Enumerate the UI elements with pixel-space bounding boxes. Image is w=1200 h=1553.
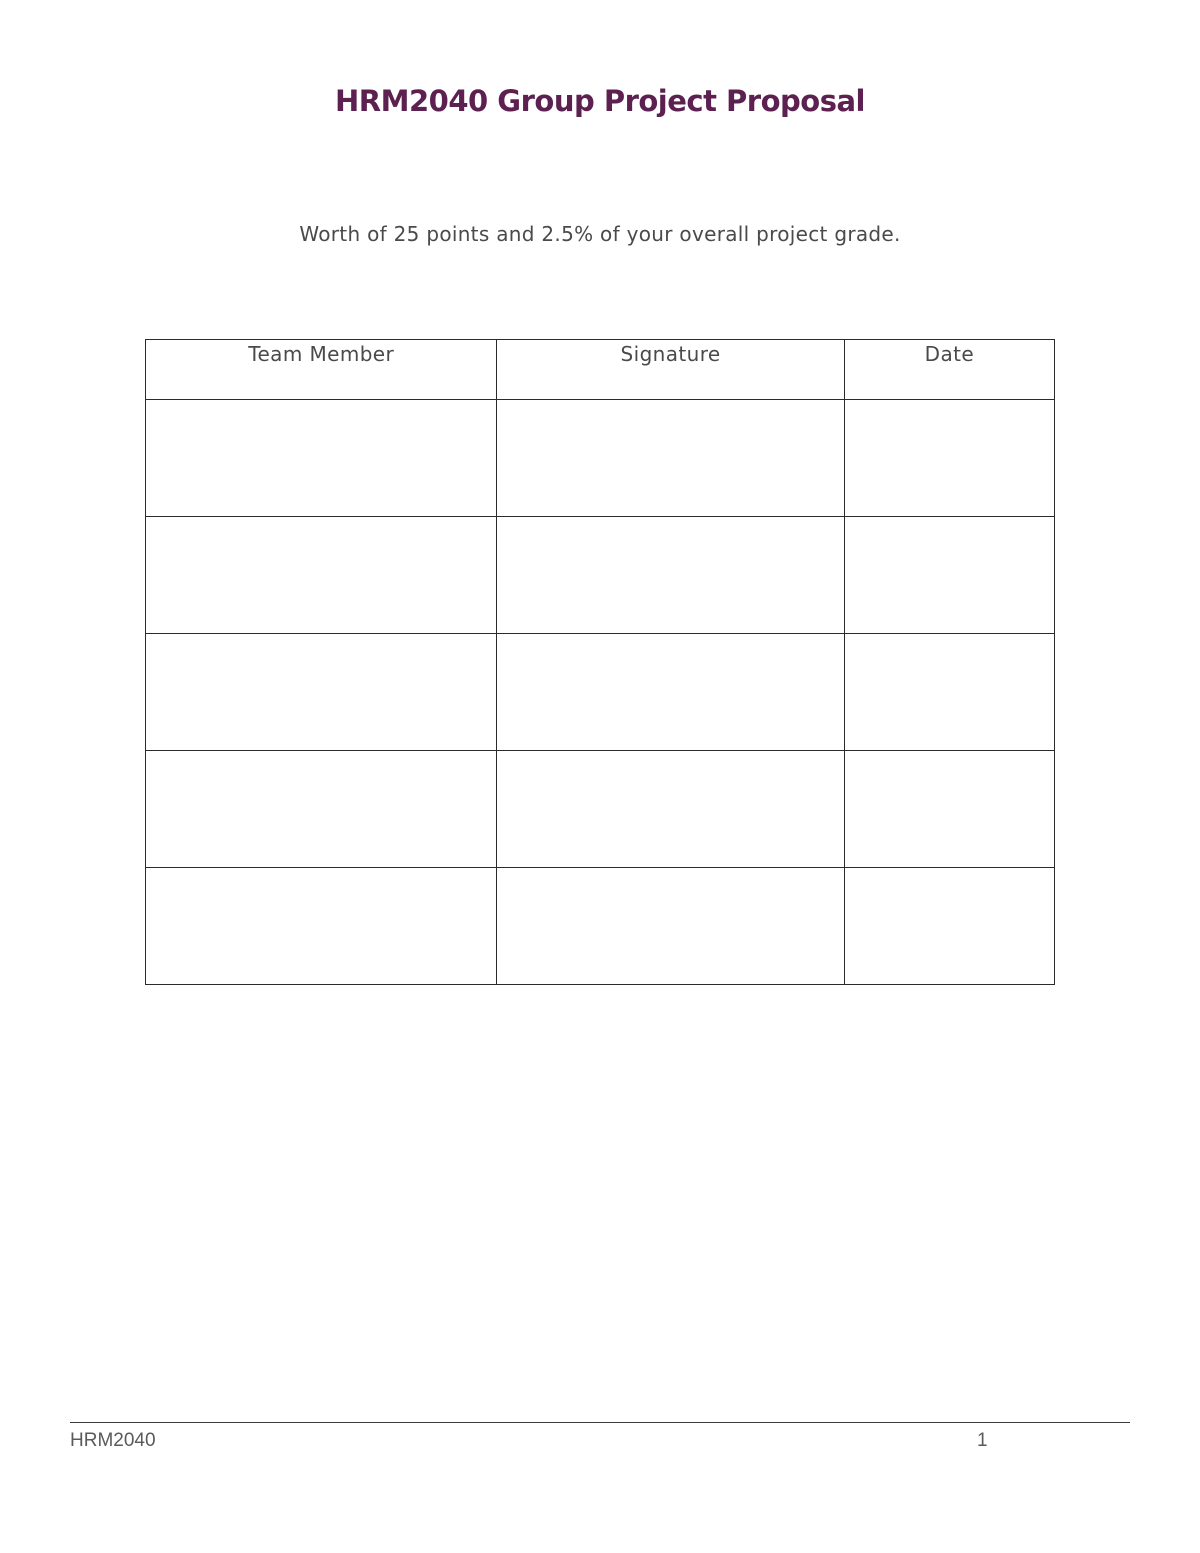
table-header-row — [146, 340, 1055, 400]
signature-cell[interactable] — [497, 634, 844, 751]
table-row — [146, 400, 1055, 517]
date-cell[interactable] — [844, 751, 1054, 868]
signature-table — [145, 339, 1055, 985]
page-title: HRM2040 Group Project Proposal — [335, 84, 865, 118]
team-member-cell[interactable] — [146, 751, 497, 868]
table-row — [146, 751, 1055, 868]
header-date: Date — [844, 340, 1054, 400]
table-row — [146, 868, 1055, 985]
date-cell[interactable] — [844, 400, 1054, 517]
date-cell[interactable] — [844, 517, 1054, 634]
table-row — [146, 634, 1055, 751]
signature-cell[interactable] — [497, 751, 844, 868]
team-member-cell[interactable] — [146, 400, 497, 517]
date-cell[interactable] — [844, 868, 1054, 985]
team-member-cell[interactable] — [146, 634, 497, 751]
footer-page-number: 1 — [977, 1430, 988, 1451]
footer-divider — [70, 1422, 1130, 1423]
header-signature: Signature — [497, 340, 844, 400]
signature-cell[interactable] — [497, 517, 844, 634]
signature-cell[interactable] — [497, 400, 844, 517]
table-row — [146, 517, 1055, 634]
header-team-member: Team Member — [146, 340, 497, 400]
page-subtitle: Worth of 25 points and 2.5% of your overall project grade. — [299, 222, 901, 246]
date-cell[interactable] — [844, 634, 1054, 751]
team-member-cell[interactable] — [146, 868, 497, 985]
team-member-cell[interactable] — [146, 517, 497, 634]
footer-course-code: HRM2040 — [70, 1430, 156, 1451]
signature-cell[interactable] — [497, 868, 844, 985]
